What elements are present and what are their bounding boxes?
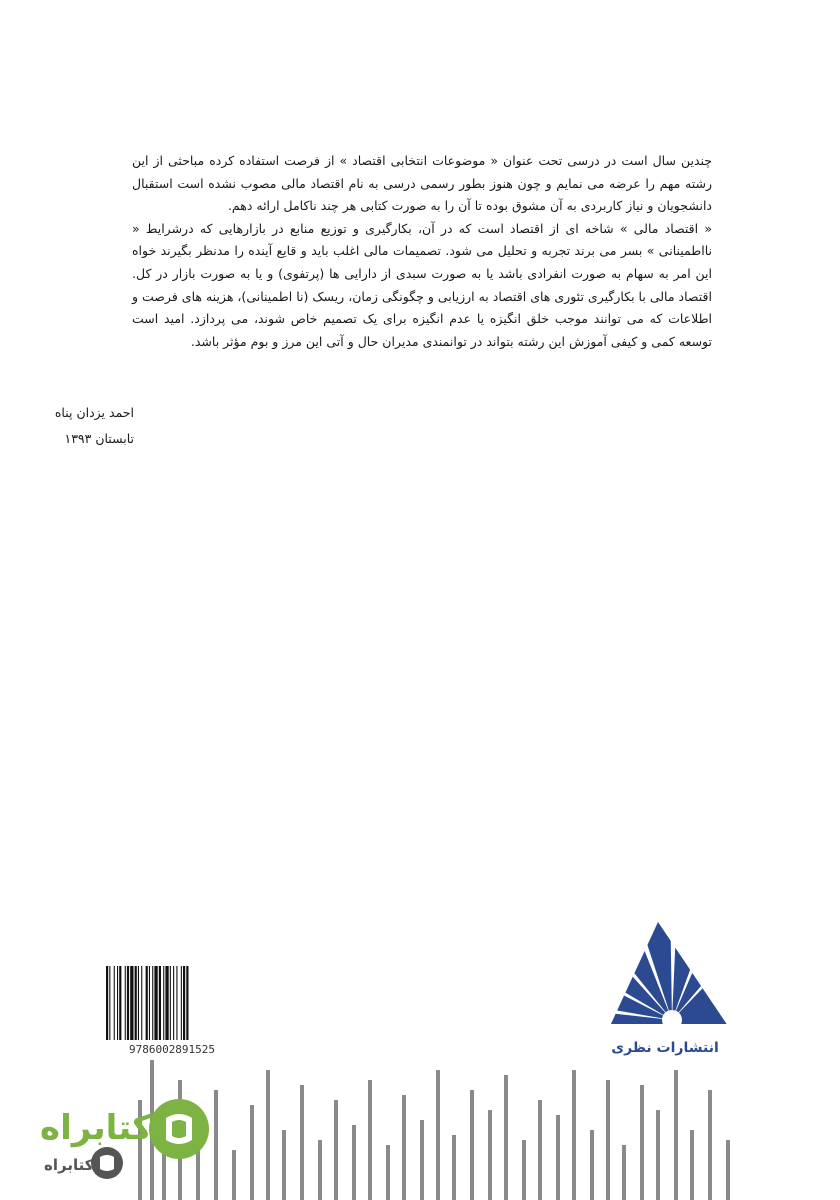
watermark-logo-icon bbox=[148, 1098, 210, 1160]
publisher-logo-icon bbox=[606, 920, 732, 1030]
author-name: احمد یزدان پناه bbox=[54, 405, 134, 420]
publisher-name: انتشارات نظری bbox=[611, 1040, 719, 1056]
barcode bbox=[104, 966, 240, 1040]
signature bbox=[0, 400, 134, 452]
watermark-text: کتابراه bbox=[40, 1108, 153, 1148]
watermark-small-logo-icon bbox=[90, 1146, 124, 1180]
paragraph-2: « اقتصاد مالی » شاخه ای از اقتصاد است که در آن، بکارگیری و توزیع منابع در بازارهایی که درشرایط « نااطمینانی » بسر می برند تجربه و تحلیل می شود. تصمیمات مالی اغلب باید و قایع آینده را مدنظر بگیرند خواه این امر به سهام به صورت انفرادی باشد یا به صورت سبدی از دارایی ها (پرتفوی) و یا به صورت بازار در کل. اقتصاد مالی با بکارگیری تئوری های اقتصاد به ارزیابی و چگونگی زمان، ریسک (نا اطمینانی)، هزینه های فرصت و اطلاعات که می توانند موجب خلق انگیزه یا عدم انگیزه برای یک تصمیم خاص شوند، می پردازد. امید است توسعه کمی و کیفی آموزش این رشته بتواند در توانمندی مدیران حال و آتی این مرز و بوم مؤثر باشد. bbox=[132, 220, 712, 349]
barcode-number: 9786002891525 bbox=[128, 1043, 216, 1056]
preface-text bbox=[132, 150, 712, 353]
signature-date: تابستان ۱۳۹۳ bbox=[64, 431, 134, 446]
watermark-small-text: کتابراه bbox=[44, 1156, 94, 1174]
paragraph-1: چندین سال است در درسی تحت عنوان « موضوعات انتخابی اقتصاد » از فرصت استفاده کرده مباحثی از این رشته مهم را عرضه می نمایم و چون هنوز بطور رسمی درسی به نام اقتصاد مالی مصوب نشده است استقبال دانشجویان و نیاز کاربردی به آن مشوق بوده تا آن را به صورت کتابی هر چند ناکامل ارائه دهم. bbox=[132, 153, 712, 214]
